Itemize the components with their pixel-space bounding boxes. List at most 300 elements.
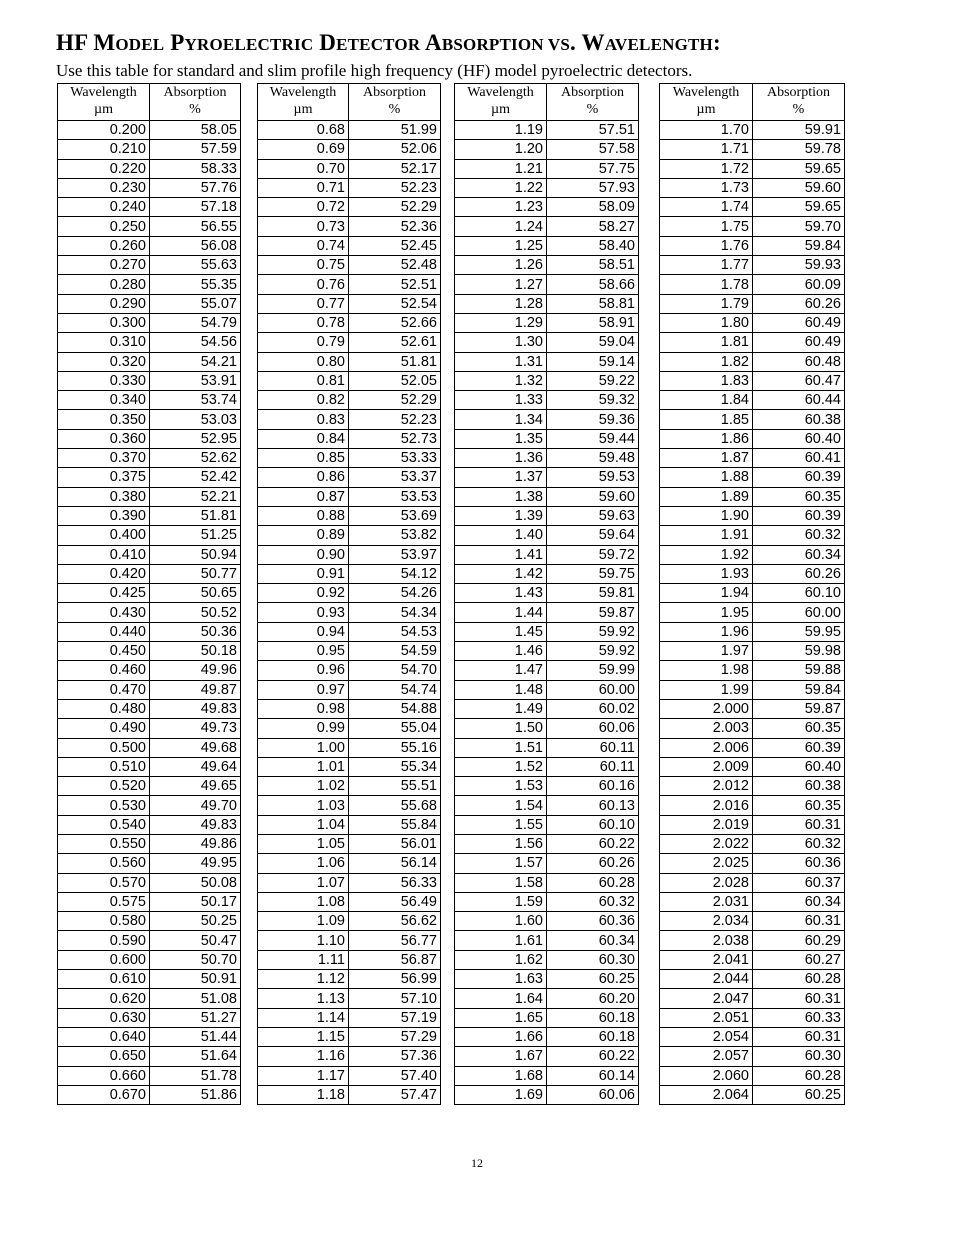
wavelength-cell: 1.75 bbox=[660, 217, 753, 236]
wavelength-cell: 1.31 bbox=[455, 352, 547, 371]
absorption-cell: 52.95 bbox=[150, 429, 241, 448]
absorption-cell: 59.75 bbox=[547, 564, 639, 583]
wavelength-cell: 2.028 bbox=[660, 873, 753, 892]
absorption-table-4 bbox=[659, 83, 845, 1105]
wavelength-cell: 1.92 bbox=[660, 545, 753, 564]
table-row bbox=[258, 487, 441, 506]
wavelength-cell: 1.16 bbox=[258, 1047, 349, 1066]
wavelength-cell: 1.19 bbox=[455, 121, 547, 140]
table-row bbox=[455, 912, 639, 931]
table-row bbox=[258, 564, 441, 583]
absorption-cell: 56.55 bbox=[150, 217, 241, 236]
wavelength-cell: 1.01 bbox=[258, 757, 349, 776]
table-row bbox=[660, 217, 845, 236]
table-row bbox=[58, 468, 241, 487]
table-row bbox=[455, 834, 639, 853]
absorption-cell: 59.65 bbox=[753, 198, 845, 217]
absorption-cell: 58.09 bbox=[547, 198, 639, 217]
table-row bbox=[455, 777, 639, 796]
table-row bbox=[58, 371, 241, 390]
table-row bbox=[58, 680, 241, 699]
wavelength-cell: 1.64 bbox=[455, 989, 547, 1008]
absorption-cell: 59.78 bbox=[753, 140, 845, 159]
absorption-cell: 52.51 bbox=[349, 275, 441, 294]
wavelength-cell: 0.81 bbox=[258, 371, 349, 390]
absorption-cell: 56.99 bbox=[349, 970, 441, 989]
table-row bbox=[660, 873, 845, 892]
table-row bbox=[455, 159, 639, 178]
wavelength-cell: 0.510 bbox=[58, 757, 150, 776]
table-row bbox=[660, 777, 845, 796]
wavelength-cell: 1.45 bbox=[455, 622, 547, 641]
absorption-cell: 59.88 bbox=[753, 661, 845, 680]
table-row bbox=[455, 757, 639, 776]
wavelength-cell: 1.46 bbox=[455, 642, 547, 661]
wavelength-cell: 2.000 bbox=[660, 699, 753, 718]
absorption-cell: 60.22 bbox=[547, 834, 639, 853]
wavelength-cell: 0.470 bbox=[58, 680, 150, 699]
absorption-cell: 60.48 bbox=[753, 352, 845, 371]
wavelength-cell: 1.29 bbox=[455, 313, 547, 332]
table-row bbox=[58, 719, 241, 738]
wavelength-cell: 0.82 bbox=[258, 391, 349, 410]
absorption-cell: 59.84 bbox=[753, 236, 845, 255]
wavelength-cell: 2.051 bbox=[660, 1008, 753, 1027]
wavelength-cell: 0.560 bbox=[58, 854, 150, 873]
absorption-cell: 57.19 bbox=[349, 1008, 441, 1027]
table-row bbox=[58, 603, 241, 622]
table-row bbox=[258, 217, 441, 236]
absorption-cell: 57.40 bbox=[349, 1066, 441, 1085]
wavelength-cell: 1.11 bbox=[258, 950, 349, 969]
wavelength-cell: 1.52 bbox=[455, 757, 547, 776]
table-row bbox=[258, 584, 441, 603]
table-row bbox=[660, 989, 845, 1008]
absorption-cell: 52.29 bbox=[349, 198, 441, 217]
table-row bbox=[258, 834, 441, 853]
wavelength-cell: 0.95 bbox=[258, 642, 349, 661]
table-row bbox=[258, 854, 441, 873]
table-row bbox=[58, 545, 241, 564]
table-row bbox=[660, 159, 845, 178]
absorption-cell: 59.92 bbox=[547, 642, 639, 661]
absorption-cell: 52.66 bbox=[349, 313, 441, 332]
table-row bbox=[660, 834, 845, 853]
table-row bbox=[258, 777, 441, 796]
table-row bbox=[455, 1047, 639, 1066]
absorption-cell: 54.79 bbox=[150, 313, 241, 332]
table-row bbox=[258, 333, 441, 352]
wavelength-cell: 1.07 bbox=[258, 873, 349, 892]
wavelength-cell: 1.08 bbox=[258, 892, 349, 911]
table-row bbox=[258, 1047, 441, 1066]
absorption-cell: 59.93 bbox=[753, 256, 845, 275]
wavelength-cell: 0.590 bbox=[58, 931, 150, 950]
wavelength-cell: 1.88 bbox=[660, 468, 753, 487]
absorption-cell: 60.16 bbox=[547, 777, 639, 796]
absorption-cell: 60.41 bbox=[753, 449, 845, 468]
table-row bbox=[58, 198, 241, 217]
table-row bbox=[58, 1027, 241, 1046]
absorption-cell: 54.53 bbox=[349, 622, 441, 641]
absorption-cell: 57.93 bbox=[547, 178, 639, 197]
table-row bbox=[455, 121, 639, 140]
absorption-cell: 54.59 bbox=[349, 642, 441, 661]
absorption-cell: 56.62 bbox=[349, 912, 441, 931]
wavelength-cell: 1.27 bbox=[455, 275, 547, 294]
wavelength-cell: 0.79 bbox=[258, 333, 349, 352]
table-row bbox=[455, 256, 639, 275]
absorption-cell: 58.66 bbox=[547, 275, 639, 294]
absorption-cell: 59.65 bbox=[753, 159, 845, 178]
wavelength-cell: 1.12 bbox=[258, 970, 349, 989]
absorption-cell: 60.40 bbox=[753, 429, 845, 448]
absorption-cell: 60.20 bbox=[547, 989, 639, 1008]
absorption-cell: 60.31 bbox=[753, 815, 845, 834]
table-row bbox=[455, 642, 639, 661]
absorption-cell: 49.70 bbox=[150, 796, 241, 815]
table-row bbox=[258, 121, 441, 140]
absorption-cell: 50.47 bbox=[150, 931, 241, 950]
wavelength-cell: 1.43 bbox=[455, 584, 547, 603]
wavelength-cell: 0.230 bbox=[58, 178, 150, 197]
table-row bbox=[455, 950, 639, 969]
absorption-cell: 58.40 bbox=[547, 236, 639, 255]
absorption-header: Absorption % bbox=[547, 84, 639, 121]
wavelength-cell: 2.012 bbox=[660, 777, 753, 796]
table-row bbox=[660, 352, 845, 371]
table-row bbox=[58, 642, 241, 661]
table-row bbox=[58, 970, 241, 989]
wavelength-cell: 0.76 bbox=[258, 275, 349, 294]
absorption-cell: 49.83 bbox=[150, 815, 241, 834]
wavelength-cell: 2.038 bbox=[660, 931, 753, 950]
table-row bbox=[258, 275, 441, 294]
table-row bbox=[58, 313, 241, 332]
absorption-cell: 60.22 bbox=[547, 1047, 639, 1066]
wavelength-cell: 0.75 bbox=[258, 256, 349, 275]
absorption-cell: 60.28 bbox=[547, 873, 639, 892]
wavelength-cell: 0.400 bbox=[58, 526, 150, 545]
wavelength-header: Wavelength µm bbox=[58, 84, 150, 121]
wavelength-cell: 1.03 bbox=[258, 796, 349, 815]
absorption-cell: 52.06 bbox=[349, 140, 441, 159]
table-row bbox=[58, 699, 241, 718]
absorption-cell: 50.25 bbox=[150, 912, 241, 931]
wavelength-cell: 0.260 bbox=[58, 236, 150, 255]
wavelength-cell: 0.71 bbox=[258, 178, 349, 197]
absorption-cell: 58.27 bbox=[547, 217, 639, 236]
wavelength-cell: 1.30 bbox=[455, 333, 547, 352]
table-row bbox=[660, 584, 845, 603]
wavelength-cell: 1.61 bbox=[455, 931, 547, 950]
wavelength-cell: 0.74 bbox=[258, 236, 349, 255]
table-row bbox=[455, 275, 639, 294]
absorption-cell: 60.00 bbox=[753, 603, 845, 622]
wavelength-cell: 2.057 bbox=[660, 1047, 753, 1066]
absorption-cell: 60.47 bbox=[753, 371, 845, 390]
table-row bbox=[455, 738, 639, 757]
table-row bbox=[455, 429, 639, 448]
wavelength-cell: 1.32 bbox=[455, 371, 547, 390]
absorption-cell: 59.60 bbox=[753, 178, 845, 197]
table-row bbox=[58, 275, 241, 294]
table-row bbox=[660, 699, 845, 718]
absorption-cell: 60.26 bbox=[753, 564, 845, 583]
wavelength-cell: 1.38 bbox=[455, 487, 547, 506]
table-row bbox=[58, 796, 241, 815]
table-row bbox=[58, 854, 241, 873]
table-row bbox=[455, 294, 639, 313]
wavelength-cell: 0.610 bbox=[58, 970, 150, 989]
absorption-cell: 57.29 bbox=[349, 1027, 441, 1046]
table-row bbox=[258, 294, 441, 313]
absorption-cell: 53.53 bbox=[349, 487, 441, 506]
absorption-cell: 56.08 bbox=[150, 236, 241, 255]
table-row bbox=[258, 989, 441, 1008]
absorption-cell: 60.30 bbox=[753, 1047, 845, 1066]
absorption-cell: 55.04 bbox=[349, 719, 441, 738]
absorption-cell: 60.36 bbox=[753, 854, 845, 873]
table-row bbox=[58, 564, 241, 583]
wavelength-cell: 1.51 bbox=[455, 738, 547, 757]
table-row bbox=[660, 198, 845, 217]
absorption-cell: 59.63 bbox=[547, 506, 639, 525]
wavelength-cell: 0.77 bbox=[258, 294, 349, 313]
table-row bbox=[58, 892, 241, 911]
absorption-cell: 60.29 bbox=[753, 931, 845, 950]
table-row bbox=[58, 256, 241, 275]
table-row bbox=[455, 217, 639, 236]
wavelength-cell: 1.18 bbox=[258, 1085, 349, 1104]
wavelength-cell: 0.530 bbox=[58, 796, 150, 815]
wavelength-cell: 0.320 bbox=[58, 352, 150, 371]
wavelength-cell: 0.200 bbox=[58, 121, 150, 140]
wavelength-cell: 0.85 bbox=[258, 449, 349, 468]
absorption-cell: 59.91 bbox=[753, 121, 845, 140]
absorption-cell: 52.29 bbox=[349, 391, 441, 410]
absorption-cell: 50.52 bbox=[150, 603, 241, 622]
wavelength-header: Wavelength µm bbox=[258, 84, 349, 121]
table-row bbox=[258, 1008, 441, 1027]
table-row bbox=[58, 912, 241, 931]
wavelength-cell: 0.90 bbox=[258, 545, 349, 564]
absorption-cell: 60.18 bbox=[547, 1008, 639, 1027]
wavelength-cell: 1.65 bbox=[455, 1008, 547, 1027]
table-row bbox=[455, 371, 639, 390]
wavelength-cell: 1.28 bbox=[455, 294, 547, 313]
wavelength-cell: 0.270 bbox=[58, 256, 150, 275]
table-row bbox=[258, 313, 441, 332]
absorption-cell: 52.36 bbox=[349, 217, 441, 236]
wavelength-cell: 0.480 bbox=[58, 699, 150, 718]
absorption-cell: 60.10 bbox=[547, 815, 639, 834]
wavelength-cell: 0.350 bbox=[58, 410, 150, 429]
table-row bbox=[258, 140, 441, 159]
table-row bbox=[258, 796, 441, 815]
absorption-cell: 59.98 bbox=[753, 642, 845, 661]
wavelength-cell: 0.84 bbox=[258, 429, 349, 448]
table-row bbox=[455, 487, 639, 506]
wavelength-cell: 2.044 bbox=[660, 970, 753, 989]
absorption-cell: 56.49 bbox=[349, 892, 441, 911]
table-row bbox=[58, 757, 241, 776]
table-row bbox=[58, 873, 241, 892]
absorption-cell: 60.36 bbox=[547, 912, 639, 931]
table-row bbox=[660, 622, 845, 641]
table-row bbox=[660, 661, 845, 680]
table-row bbox=[660, 603, 845, 622]
absorption-cell: 58.05 bbox=[150, 121, 241, 140]
absorption-cell: 60.18 bbox=[547, 1027, 639, 1046]
absorption-cell: 58.33 bbox=[150, 159, 241, 178]
wavelength-cell: 0.630 bbox=[58, 1008, 150, 1027]
absorption-cell: 55.16 bbox=[349, 738, 441, 757]
absorption-cell: 51.81 bbox=[349, 352, 441, 371]
table-row bbox=[660, 1085, 845, 1104]
table-row bbox=[660, 391, 845, 410]
wavelength-cell: 0.650 bbox=[58, 1047, 150, 1066]
absorption-cell: 51.78 bbox=[150, 1066, 241, 1085]
wavelength-cell: 1.99 bbox=[660, 680, 753, 699]
wavelength-cell: 1.35 bbox=[455, 429, 547, 448]
table-row bbox=[455, 603, 639, 622]
absorption-cell: 59.81 bbox=[547, 584, 639, 603]
absorption-cell: 59.04 bbox=[547, 333, 639, 352]
absorption-header: Absorption % bbox=[150, 84, 241, 121]
absorption-cell: 58.51 bbox=[547, 256, 639, 275]
table-row bbox=[455, 236, 639, 255]
wavelength-cell: 1.20 bbox=[455, 140, 547, 159]
table-row bbox=[660, 526, 845, 545]
wavelength-cell: 1.09 bbox=[258, 912, 349, 931]
absorption-cell: 54.70 bbox=[349, 661, 441, 680]
absorption-cell: 52.45 bbox=[349, 236, 441, 255]
absorption-cell: 50.17 bbox=[150, 892, 241, 911]
absorption-cell: 58.81 bbox=[547, 294, 639, 313]
table-row bbox=[58, 429, 241, 448]
table-row bbox=[455, 391, 639, 410]
wavelength-cell: 1.17 bbox=[258, 1066, 349, 1085]
absorption-cell: 57.10 bbox=[349, 989, 441, 1008]
wavelength-cell: 0.375 bbox=[58, 468, 150, 487]
absorption-cell: 53.91 bbox=[150, 371, 241, 390]
table-row bbox=[58, 950, 241, 969]
table-row bbox=[258, 391, 441, 410]
absorption-cell: 60.02 bbox=[547, 699, 639, 718]
absorption-cell: 59.14 bbox=[547, 352, 639, 371]
table-row bbox=[455, 719, 639, 738]
absorption-cell: 60.49 bbox=[753, 333, 845, 352]
absorption-cell: 51.64 bbox=[150, 1047, 241, 1066]
table-row bbox=[660, 642, 845, 661]
wavelength-cell: 0.425 bbox=[58, 584, 150, 603]
wavelength-cell: 1.24 bbox=[455, 217, 547, 236]
absorption-table-2 bbox=[257, 83, 441, 1105]
wavelength-cell: 0.360 bbox=[58, 429, 150, 448]
absorption-cell: 59.70 bbox=[753, 217, 845, 236]
wavelength-cell: 1.02 bbox=[258, 777, 349, 796]
absorption-cell: 59.53 bbox=[547, 468, 639, 487]
absorption-cell: 60.38 bbox=[753, 410, 845, 429]
absorption-cell: 57.75 bbox=[547, 159, 639, 178]
wavelength-cell: 1.14 bbox=[258, 1008, 349, 1027]
table-row bbox=[258, 1027, 441, 1046]
wavelength-cell: 0.340 bbox=[58, 391, 150, 410]
absorption-cell: 60.32 bbox=[753, 834, 845, 853]
wavelength-cell: 0.93 bbox=[258, 603, 349, 622]
wavelength-cell: 0.73 bbox=[258, 217, 349, 236]
absorption-cell: 60.35 bbox=[753, 796, 845, 815]
table-row bbox=[258, 642, 441, 661]
absorption-cell: 49.68 bbox=[150, 738, 241, 757]
absorption-cell: 49.83 bbox=[150, 699, 241, 718]
table-row bbox=[258, 526, 441, 545]
wavelength-cell: 1.25 bbox=[455, 236, 547, 255]
table-row bbox=[455, 352, 639, 371]
wavelength-cell: 2.025 bbox=[660, 854, 753, 873]
absorption-cell: 60.34 bbox=[753, 892, 845, 911]
wavelength-cell: 2.006 bbox=[660, 738, 753, 757]
wavelength-cell: 0.300 bbox=[58, 313, 150, 332]
absorption-cell: 54.34 bbox=[349, 603, 441, 622]
absorption-cell: 59.44 bbox=[547, 429, 639, 448]
wavelength-cell: 0.72 bbox=[258, 198, 349, 217]
wavelength-cell: 0.490 bbox=[58, 719, 150, 738]
table-row bbox=[660, 449, 845, 468]
table-row bbox=[58, 294, 241, 313]
wavelength-cell: 1.56 bbox=[455, 834, 547, 853]
table-row bbox=[258, 371, 441, 390]
wavelength-cell: 0.330 bbox=[58, 371, 150, 390]
wavelength-cell: 0.600 bbox=[58, 950, 150, 969]
absorption-cell: 56.14 bbox=[349, 854, 441, 873]
absorption-cell: 52.42 bbox=[150, 468, 241, 487]
absorption-cell: 60.38 bbox=[753, 777, 845, 796]
table-row bbox=[258, 429, 441, 448]
absorption-cell: 59.32 bbox=[547, 391, 639, 410]
wavelength-cell: 1.63 bbox=[455, 970, 547, 989]
wavelength-cell: 2.060 bbox=[660, 1066, 753, 1085]
absorption-cell: 55.84 bbox=[349, 815, 441, 834]
absorption-cell: 55.51 bbox=[349, 777, 441, 796]
absorption-cell: 51.27 bbox=[150, 1008, 241, 1027]
table-row bbox=[58, 834, 241, 853]
table-row bbox=[455, 1008, 639, 1027]
table-row bbox=[455, 449, 639, 468]
table-row bbox=[258, 198, 441, 217]
absorption-cell: 55.34 bbox=[349, 757, 441, 776]
table-row bbox=[455, 564, 639, 583]
table-row bbox=[660, 854, 845, 873]
absorption-cell: 52.73 bbox=[349, 429, 441, 448]
wavelength-cell: 0.380 bbox=[58, 487, 150, 506]
table-row bbox=[258, 912, 441, 931]
absorption-cell: 57.58 bbox=[547, 140, 639, 159]
wavelength-cell: 0.620 bbox=[58, 989, 150, 1008]
absorption-cell: 60.26 bbox=[753, 294, 845, 313]
table-row bbox=[455, 140, 639, 159]
absorption-cell: 52.61 bbox=[349, 333, 441, 352]
table-row bbox=[455, 680, 639, 699]
absorption-cell: 57.47 bbox=[349, 1085, 441, 1104]
table-row bbox=[258, 545, 441, 564]
absorption-cell: 60.35 bbox=[753, 487, 845, 506]
wavelength-cell: 1.79 bbox=[660, 294, 753, 313]
absorption-cell: 60.40 bbox=[753, 757, 845, 776]
table-row bbox=[258, 892, 441, 911]
table-row bbox=[58, 738, 241, 757]
